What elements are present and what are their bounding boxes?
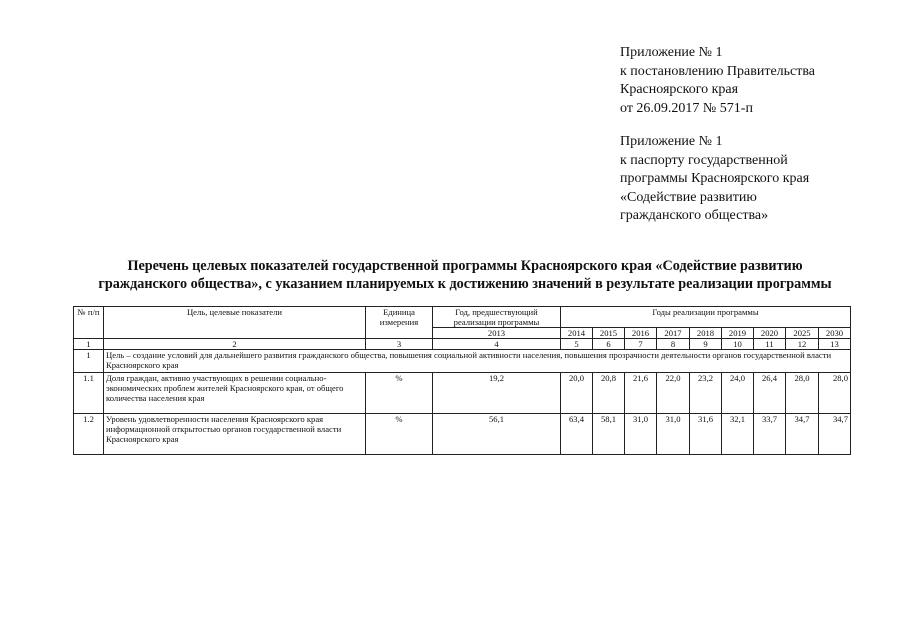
header-year: 2030 — [819, 328, 851, 339]
column-number: 9 — [690, 339, 722, 350]
column-number: 6 — [593, 339, 625, 350]
row-prev-value: 19,2 — [433, 373, 561, 414]
row-year-value: 26,4 — [754, 373, 786, 414]
appendix-passport-line: программы Красноярского края — [620, 171, 810, 186]
column-number: 11 — [754, 339, 786, 350]
document-title — [60, 257, 870, 293]
header-year: 2015 — [593, 328, 625, 339]
row-num: 1.2 — [74, 414, 104, 455]
appendix-passport-line: «Содействие развитию — [620, 189, 757, 205]
header-year: 2017 — [657, 328, 690, 339]
column-number: 12 — [786, 339, 819, 350]
column-number: 7 — [625, 339, 657, 350]
header-goal: Цель, целевые показатели — [104, 307, 366, 339]
indicators-table — [73, 306, 851, 455]
column-number: 13 — [819, 339, 851, 350]
appendix-passport-line: к паспорту государственной — [620, 152, 788, 168]
row-num: 1.1 — [74, 373, 104, 414]
row-year-value: 20,0 — [561, 373, 593, 414]
row-unit: % — [366, 373, 433, 414]
column-number: 1 — [74, 339, 104, 350]
column-number: 3 — [366, 339, 433, 350]
goal-row — [74, 350, 851, 373]
header-year: 2018 — [690, 328, 722, 339]
document-title-line: Перечень целевых показателей государственной программы Красноярского края «Содействие развитию — [127, 258, 803, 274]
appendix-passport-line: гражданского общества» — [620, 208, 769, 223]
row-year-value: 22,0 — [657, 373, 690, 414]
row-year-value: 63,4 — [561, 414, 593, 455]
header-year: 2020 — [754, 328, 786, 339]
header-year: 2016 — [625, 328, 657, 339]
row-year-value: 34,7 — [786, 414, 819, 455]
header-prev-year: Год, предшествующий реализации программы — [433, 307, 561, 328]
row-year-value: 58,1 — [593, 414, 625, 455]
goal-text: Цель – создание условий для дальнейшего развития гражданского общества, повышения социальной активности населения, повышения прозрачности деятельности органов государственной власти Красноярского края — [104, 350, 851, 373]
row-year-value: 33,7 — [754, 414, 786, 455]
table-row — [74, 373, 851, 414]
row-unit: % — [366, 414, 433, 455]
column-number: 2 — [104, 339, 366, 350]
header-year: 2019 — [722, 328, 754, 339]
row-year-value: 31,0 — [625, 414, 657, 455]
appendix-decree-line: Красноярского края — [620, 82, 739, 97]
row-indicator-name: Доля граждан, активно участвующих в решении социально-экономических проблем жителей Красноярского края, от общего количества населения края — [104, 373, 366, 414]
row-indicator-name: Уровень удовлетворенности населения Красноярского края информационной открытостью органов государственной власти Красноярского края — [104, 414, 366, 455]
column-number: 5 — [561, 339, 593, 350]
row-year-value: 20,8 — [593, 373, 625, 414]
row-year-value: 34,7 — [819, 414, 851, 455]
header-num: № п/п — [74, 307, 104, 339]
appendix-passport-block — [620, 133, 809, 226]
table-row — [74, 414, 851, 455]
row-year-value: 23,2 — [690, 373, 722, 414]
header-prev-year-value: 2013 — [433, 328, 561, 339]
row-year-value: 28,0 — [819, 373, 851, 414]
row-year-value: 31,0 — [657, 414, 690, 455]
column-number: 8 — [657, 339, 690, 350]
row-year-value: 24,0 — [722, 373, 754, 414]
row-year-value: 32,1 — [722, 414, 754, 455]
row-year-value: 21,6 — [625, 373, 657, 414]
row-year-value: 31,6 — [690, 414, 722, 455]
header-years-group: Годы реализации программы — [561, 307, 851, 328]
appendix-passport-line: Приложение № 1 — [620, 134, 723, 149]
header-year: 2014 — [561, 328, 593, 339]
column-numbers-row — [74, 339, 851, 350]
row-year-value: 28,0 — [786, 373, 819, 414]
appendix-decree-line: от 26.09.2017 № 571-п — [620, 100, 753, 116]
column-number: 10 — [722, 339, 754, 350]
appendix-decree-line: Приложение № 1 — [620, 45, 723, 60]
header-unit: Единица измерения — [366, 307, 433, 339]
column-number: 4 — [433, 339, 561, 350]
document-title-line: гражданского общества», с указанием планируемых к достижению значений в результате реализации программы — [98, 276, 832, 292]
header-year: 2025 — [786, 328, 819, 339]
goal-num: 1 — [74, 350, 104, 373]
appendix-decree-line: к постановлению Правительства — [620, 63, 816, 79]
appendix-decree-block — [620, 44, 815, 118]
row-prev-value: 56,1 — [433, 414, 561, 455]
